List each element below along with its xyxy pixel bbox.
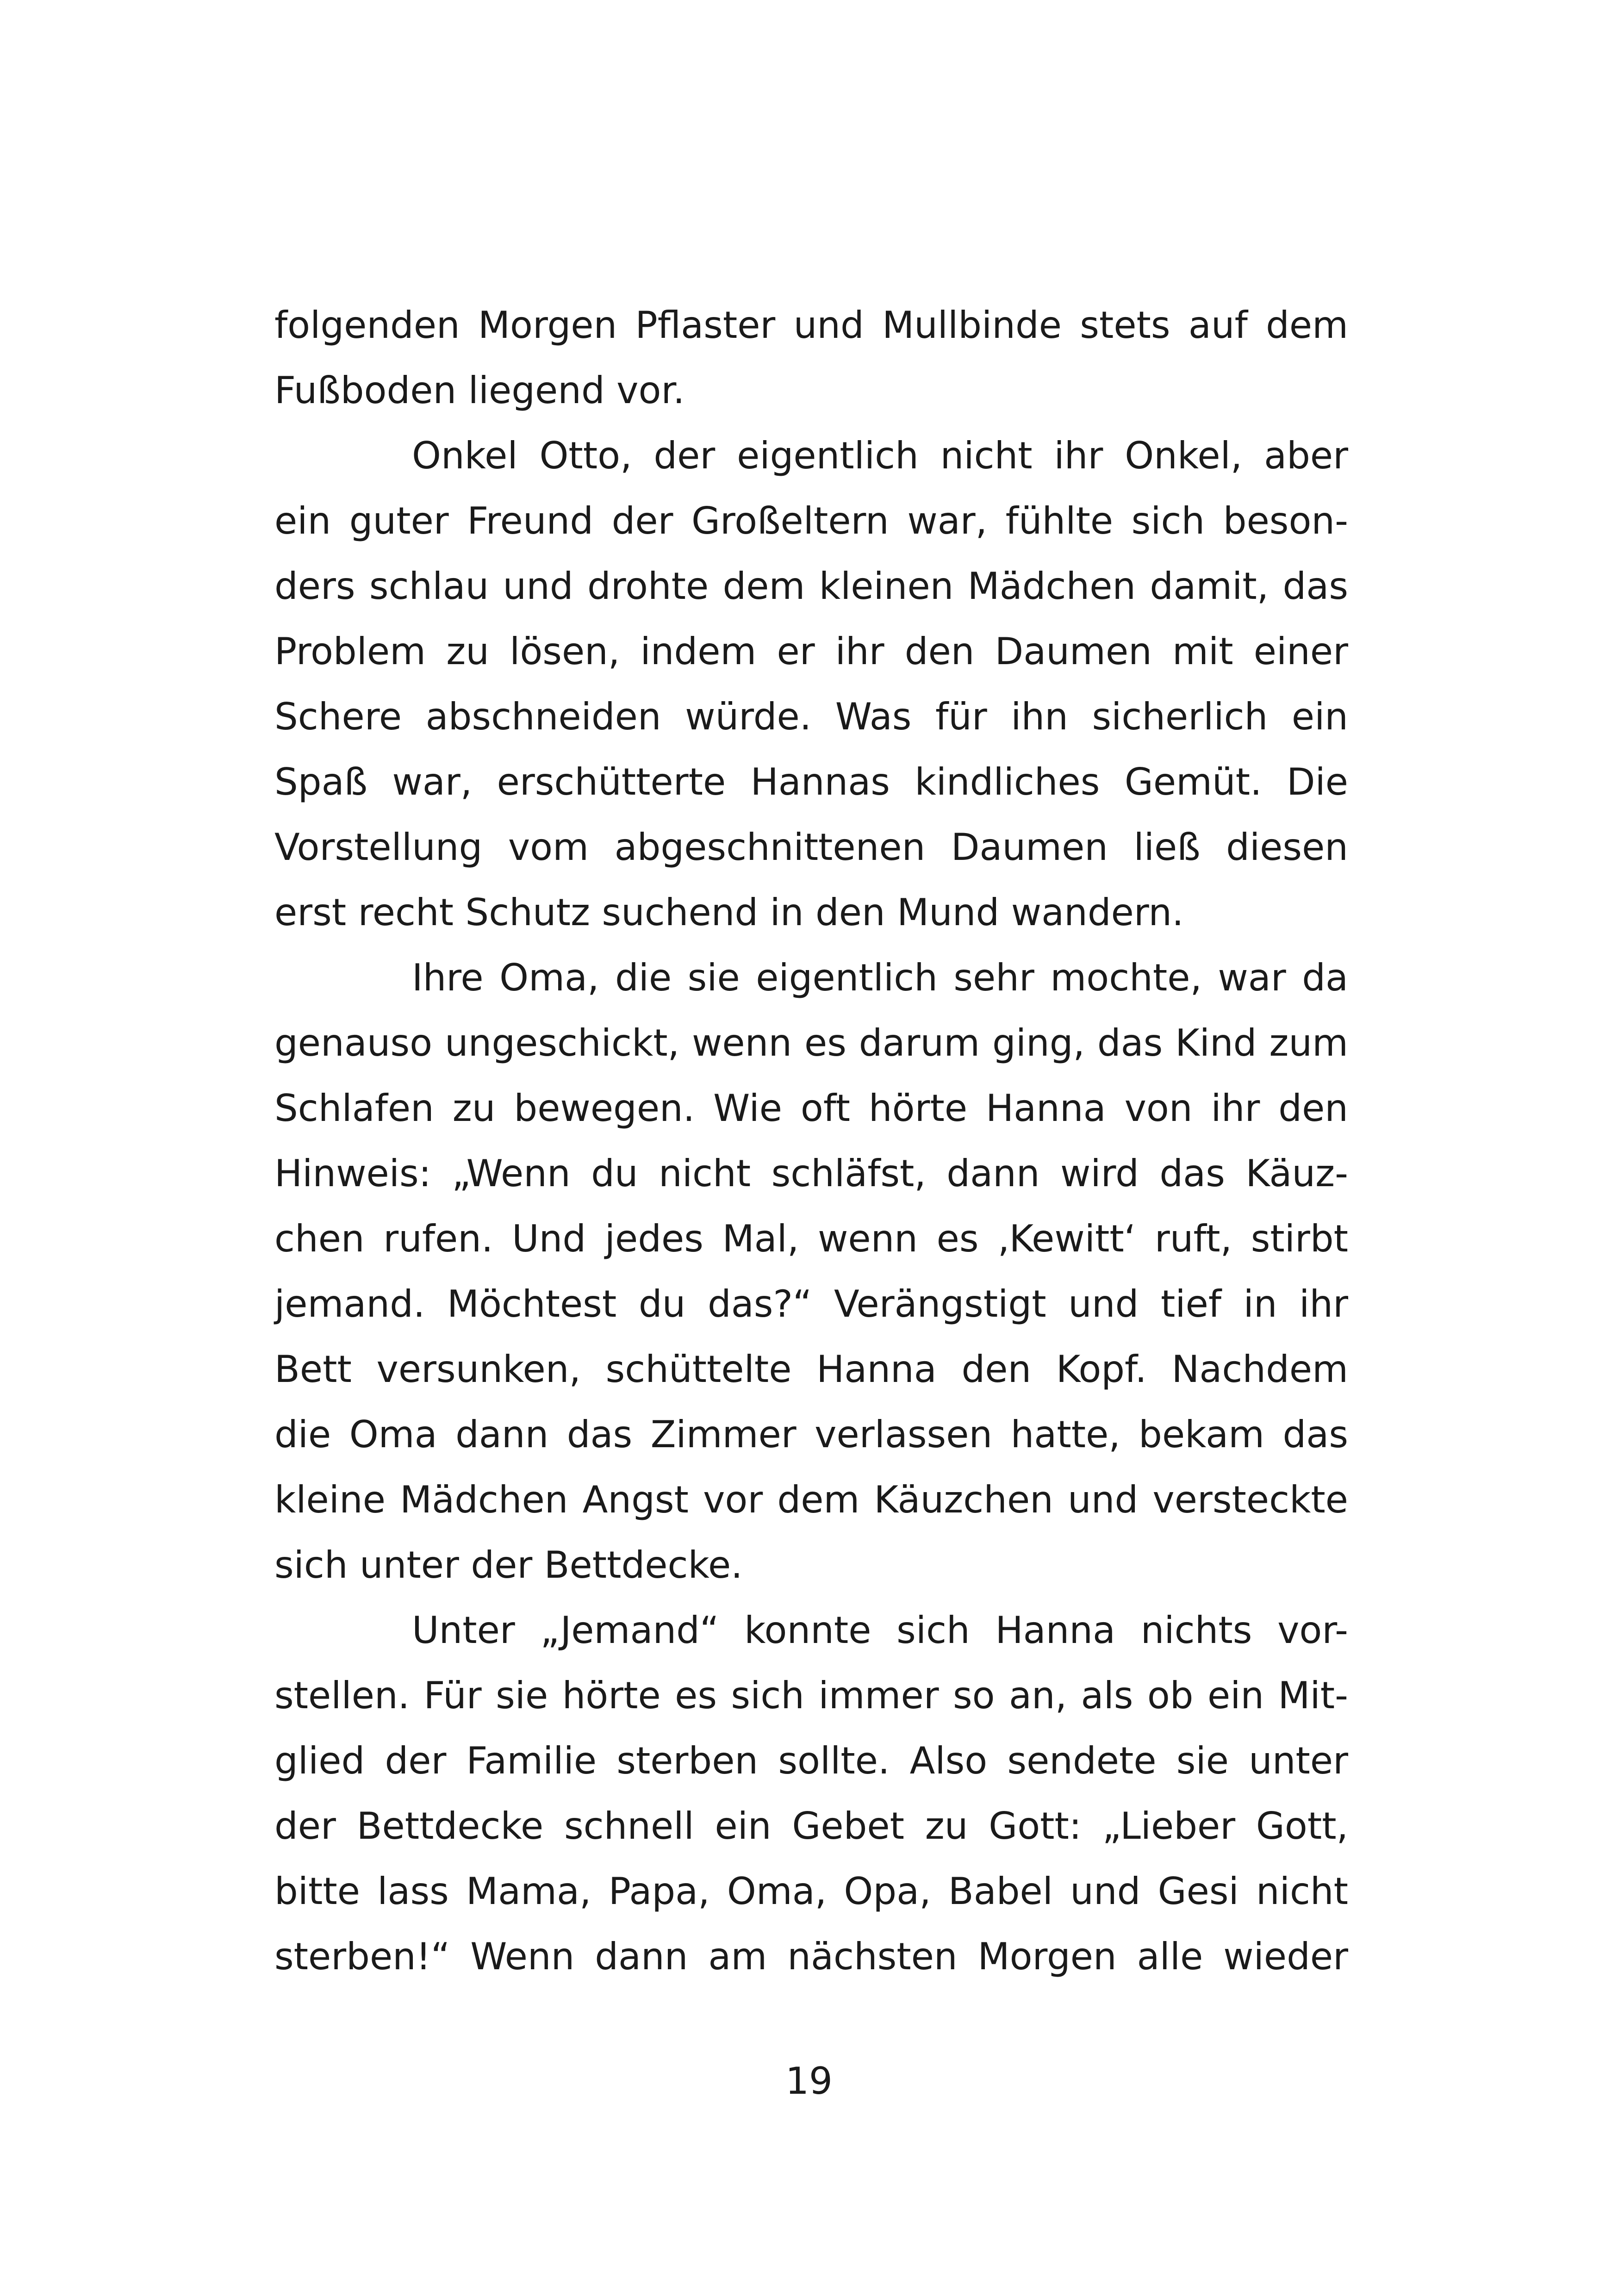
text-line: chen rufen. Und jedes Mal, wenn es ‚Kewitt‘ ruft, stirbt <box>274 1217 1348 1260</box>
text-line: Onkel Otto, der eigentlich nicht ihr Onkel, aber <box>412 434 1348 477</box>
text-line: glied der Familie sterben sollte. Also sendete sie unter <box>274 1739 1348 1782</box>
text-line: die Oma dann das Zimmer verlassen hatte, bekam das <box>274 1413 1348 1456</box>
text-line: kleine Mädchen Angst vor dem Käuzchen und versteckte <box>274 1478 1348 1521</box>
text-line: Fußboden liegend vor. <box>274 369 685 412</box>
text-line: Unter „Jemand“ konnte sich Hanna nichts vor- <box>412 1609 1348 1652</box>
text-line: Vorstellung vom abgeschnittenen Daumen ließ diesen <box>274 826 1348 869</box>
text-line: sterben!“ Wenn dann am nächsten Morgen alle wieder <box>274 1935 1348 1978</box>
text-line: bitte lass Mama, Papa, Oma, Opa, Babel und Gesi nicht <box>274 1870 1348 1913</box>
text-line: ein guter Freund der Großeltern war, fühlte sich beson- <box>274 499 1348 542</box>
text-line: Bett versunken, schüttelte Hanna den Kopf. Nachdem <box>274 1348 1348 1391</box>
page-number: 19 <box>785 2060 833 2103</box>
text-line: jemand. Möchtest du das?“ Verängstigt und tief in ihr <box>274 1282 1348 1325</box>
text-line: stellen. Für sie hörte es sich immer so an, als ob ein Mit- <box>274 1674 1348 1717</box>
text-line: Ihre Oma, die sie eigentlich sehr mochte, war da <box>412 956 1348 999</box>
text-line: folgenden Morgen Pflaster und Mullbinde stets auf dem <box>274 304 1348 347</box>
text-line: der Bettdecke schnell ein Gebet zu Gott: „Lieber Gott, <box>274 1804 1348 1848</box>
text-line: erst recht Schutz suchend in den Mund wandern. <box>274 891 1184 934</box>
text-line: genauso ungeschickt, wenn es darum ging, das Kind zum <box>274 1021 1348 1064</box>
body-text <box>274 292 1348 1989</box>
text-line: Spaß war, erschütterte Hannas kindliches Gemüt. Die <box>274 760 1348 803</box>
text-line: Schlafen zu bewegen. Wie oft hörte Hanna von ihr den <box>274 1087 1348 1130</box>
text-line: Schere abschneiden würde. Was für ihn sicherlich ein <box>274 695 1348 738</box>
text-line: sich unter der Bettdecke. <box>274 1543 743 1587</box>
text-line: Hinweis: „Wenn du nicht schläfst, dann wird das Käuz- <box>274 1152 1348 1195</box>
text-line: ders schlau und drohte dem kleinen Mädchen damit, das <box>274 565 1348 608</box>
text-line: Problem zu lösen, indem er ihr den Daumen mit einer <box>274 630 1348 673</box>
